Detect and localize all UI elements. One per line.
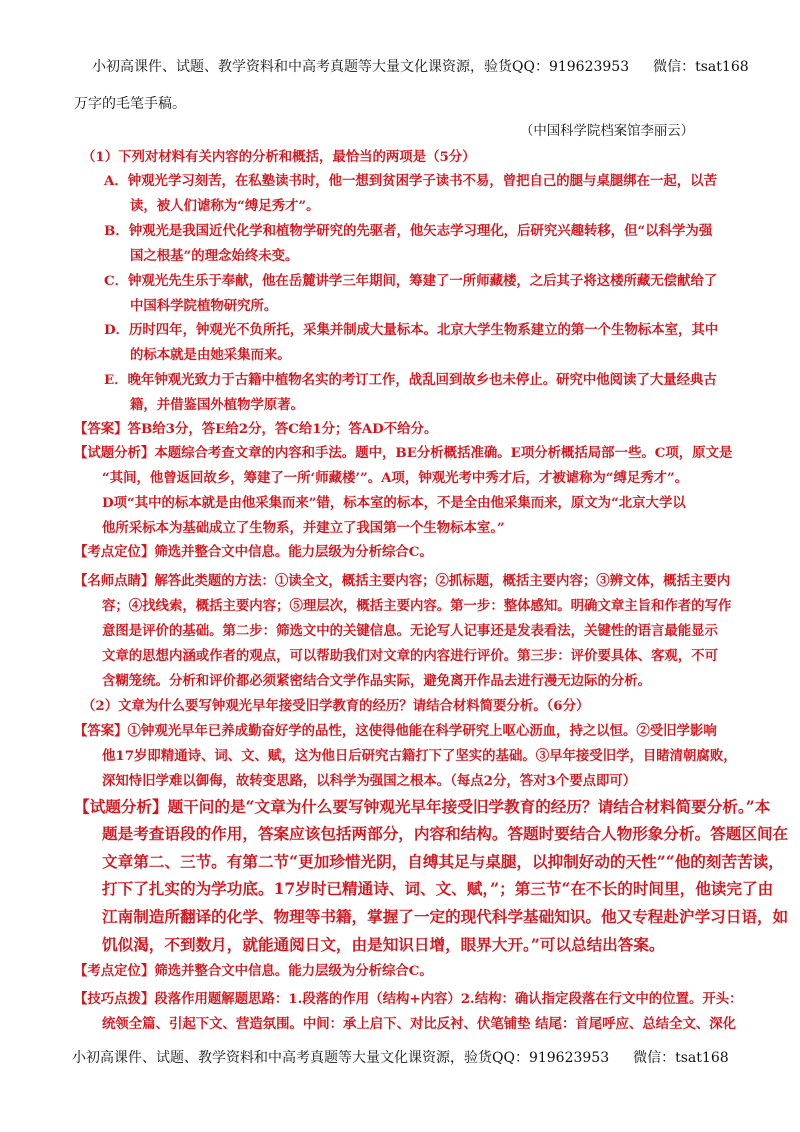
q1-mingshi-line3: 意图是评价的基础。第二步：筛选文中的关键信息。无论写人记事还是发表看法，关键性的语言最能显示 — [102, 623, 718, 639]
q1-analysis-line3: D项“其中的标本就是由他采集而来”错，标本室的标本，不是全由他采集而来，原文为“北京大学以 — [102, 495, 686, 511]
q2-answer-line2: 他17岁即精通诗、词、文、赋，这为他日后研究古籍打下了坚实的基础。③早年接受旧学，目睹清朝腐败， — [102, 748, 737, 764]
intro-line: 万字的毛笔手稿。 — [74, 96, 186, 112]
q2-answer-line3: 深知恃旧学难以御侮，故转变思路，以科学为强国之根本。（每点2分，答对3个要点即可） — [102, 773, 637, 789]
q2-analysis-line1: 【试题分析】题干问的是“文章为什么要写钟观光早年接受旧学教育的经历？请结合材料简要分析。”本 — [74, 797, 771, 816]
footer-text: 小初高课件、试题、教学资料和中高考真题等大量文化课资源，验货QQ：919623953 — [72, 1050, 610, 1066]
footer-wechat: 微信：tsat168 — [633, 1050, 729, 1066]
q2-analysis-line6: 饥似渴，不到数月，就能通阅日文，由是知识日增，眼界大开。”可以总结出答案。 — [102, 935, 665, 954]
q1-option-a-line2: 读，被人们谑称为“缚足秀才”。 — [130, 198, 320, 214]
q1-mingshi-line1: 【名师点睛】解答此类题的方法：①读全文，概括主要内容；②抓标题，概括主要内容；③辨文体，概括主要内 — [74, 573, 731, 589]
q1-analysis-line4: 他所采标本为基础成立了生物系，并建立了我国第一个生物标本室。” — [102, 520, 505, 536]
q1-option-a-line1: A．钟观光学习刻苦，在私塾读书时，他一想到贫困学子读书不易，曾把自己的腿与桌腿绑在一起，以苦 — [104, 173, 717, 189]
q1-option-e-line1: E．晚年钟观光致力于古籍中植物名实的考订工作，战乱回到故乡也未停止。研究中他阅读了大量经典古 — [104, 372, 717, 388]
q2-analysis-line4: 打下了扎实的为学功底。17岁时已精通诗、词、文、赋，”；第三节“在不长的时间里，他读完了由 — [102, 879, 774, 898]
q2-jiqiao-line2: 统领全篇、引起下文、营造氛围。中间：承上启下、对比反衬、伏笔铺垫 结尾：首尾呼应、总结全文、深化 — [102, 1016, 737, 1032]
q2-answer-line1: 【答案】①钟观光早年已养成勤奋好学的品性，这使得他能在科学研究上呕心沥血，持之以恒。②受旧学影响 — [74, 723, 717, 739]
q1-kaodian: 【考点定位】筛选并整合文中信息。能力层级为分析综合C。 — [74, 544, 433, 560]
q2-stem: （2）文章为什么要写钟观光早年接受旧学教育的经历？请结合材料简要分析。（6分） — [82, 698, 590, 714]
q1-analysis-line2: “其间，他曾返回故乡，筹建了一所‘师藏楼’”。A项，钟观光考中秀才后，才被谑称为“缚足秀才”。 — [102, 470, 689, 486]
q1-option-d-line1: D．历时四年，钟观光不负所托，采集并制成大量标本。北京大学生物系建立的第一个生物标本室，其中 — [104, 322, 719, 338]
page-header — [92, 58, 749, 76]
q1-answer: 【答案】答B给3分，答E给2分，答C给1分；答AD不给分。 — [74, 421, 438, 437]
q1-option-d-line2: 的标本就是由她采集而来。 — [130, 347, 291, 363]
source-line: （中国科学院档案馆李丽云） — [520, 124, 695, 139]
q2-analysis-line3: 文章第二、三节。有第二节“更加珍惜光阴，自缚其足与桌腿，以抑制好动的天性”“他的刻苦苦读， — [102, 852, 784, 871]
q1-mingshi-line4: 文章的思想内涵或作者的观点，可以帮助我们对文章的内容进行评价。第三步：评价要具体、客观，不可 — [102, 648, 718, 664]
q1-analysis-line1: 【试题分析】本题综合考查文章的内容和手法。题中，BE分析概括准确。E项分析概括局部一些。C项，原文是 — [74, 445, 733, 461]
header-wechat: 微信：tsat168 — [653, 59, 749, 75]
q1-stem: （1）下列对材料有关内容的分析和概括，最恰当的两项是（5分） — [82, 149, 476, 165]
q2-analysis-line2: 题是考查语段的作用，答案应该包括两部分，内容和结构。答题时要结合人物形象分析。答题区间在 — [102, 824, 789, 843]
q2-kaodian: 【考点定位】筛选并整合文中信息。能力层级为分析综合C。 — [74, 963, 433, 979]
q1-option-c-line2: 中国科学院植物研究所。 — [130, 298, 278, 314]
q1-option-b-line1: B．钟观光是我国近代化学和植物学研究的先驱者，他矢志学习理化，后研究兴趣转移，但“以科学为强 — [104, 223, 713, 239]
q1-option-c-line1: C．钟观光先生乐于奉献，他在岳麓讲学三年期间，筹建了一所师藏楼，之后其子将这楼所藏无偿献给了 — [104, 273, 718, 289]
q1-option-b-line2: 国之根基”的理念始终未变。 — [130, 248, 299, 264]
q2-jiqiao-line1: 【技巧点拨】段落作用题解题思路：1.段落的作用（结构+内容）2.结构：确认指定段落在行文中的位置。开头： — [74, 991, 743, 1007]
q1-option-e-line2: 籍，并借鉴国外植物学原著。 — [130, 397, 305, 413]
q1-mingshi-line5: 含糊笼统。分析和评价都必须紧密结合文学作品实际，避免离开作品去进行漫无边际的分析。 — [102, 673, 652, 689]
q1-mingshi-line2: 容；④找线索，概括主要内容；⑤理层次，概括主要内容。第一步：整体感知。明确文章主旨和作者的写作 — [102, 598, 732, 614]
q2-analysis-line5: 江南制造所翻译的化学、物理等书籍，掌握了一定的现代科学基础知识。他又专程赴沪学习日语，如 — [102, 907, 789, 926]
page-footer — [72, 1049, 729, 1067]
header-text: 小初高课件、试题、教学资料和中高考真题等大量文化课资源，验货QQ：919623953 — [92, 59, 630, 75]
